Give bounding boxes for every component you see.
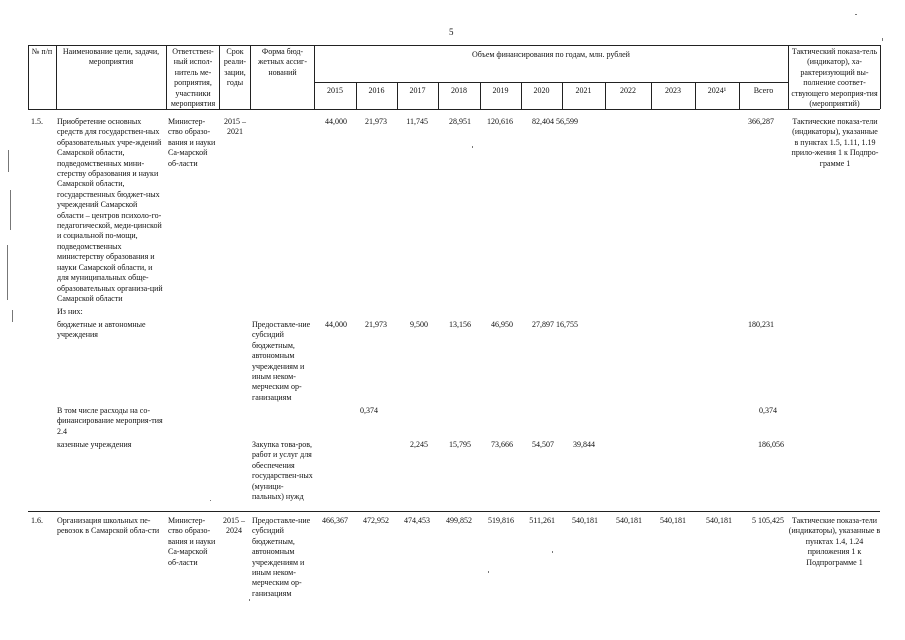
row-name: казенные учреждения (57, 440, 132, 449)
header-name: Наименование цели, задачи, мероприятия (62, 47, 160, 67)
value-2015: 466,367 (322, 516, 348, 525)
row-form: Предоставле-ние субсидий бюджетным, автономным учреждениям и иным неком-мерческим ор-ганизациям (252, 516, 311, 598)
row-name: Приобретение основных средств для государствен-ных образовательных учре-ждений Самарской области, подведомственных мини-стерству образования и науки Самарской области, государственных бюджет-ных учреждений Самарской области – центров психоло-го-педагогической, меди-цинской и социальной по-мощи, подведомственных министерству образования и науки Самарской области, и для муниципальных обще-образовательных организа-ций Самарской области (57, 117, 163, 303)
header-year: 2023 (665, 86, 681, 95)
header-form: Форма бюд-жетных ассиг-нований (257, 47, 307, 77)
value-2018: 15,795 (449, 440, 471, 449)
value-total: 0,374 (759, 406, 777, 415)
row-form: Предоставле-ние субсидий бюджетным, автономным учреждениям и иным неком-мерческим ор-ганизациям (252, 320, 311, 402)
row-name: В том числе расходы на со-финансирование мероприя-тия 2.4 (57, 406, 163, 436)
value-2019: 73,666 (491, 440, 513, 449)
value-2020: 82,404 (532, 117, 554, 126)
header-responsible: Ответствен-ный испол-нитель ме-роприятия, участники мероприятия (170, 47, 216, 109)
value-2018: 13,156 (449, 320, 471, 329)
value-2020: 27,897 (532, 320, 554, 329)
value-2024: 540,181 (706, 516, 732, 525)
row-number: 1.6. (31, 516, 43, 525)
value-2015: 44,000 (325, 117, 347, 126)
value-2019: 46,950 (491, 320, 513, 329)
value-2019: 120,616 (487, 117, 513, 126)
value-total: 5 105,425 (752, 516, 784, 525)
value-total: 186,056 (758, 440, 784, 449)
header-num: № п/п (31, 47, 53, 56)
value-2017: 9,500 (410, 320, 428, 329)
row-responsible: Министер-ство образо-вания и науки Са-марской об-ласти (168, 117, 216, 168)
header-term: Срок реали-зации, годы (223, 47, 247, 88)
value-2021: 540,181 (572, 516, 598, 525)
row-name: бюджетные и автономные учреждения (57, 320, 146, 340)
row-subheading: Из них: (57, 307, 83, 316)
row-form: Закупка това-ров, работ и услуг для обеспечения государствен-ных (муници-пальных) нужд (252, 440, 313, 502)
row-term: 2015 – 2021 (224, 117, 246, 137)
value-2016: 472,952 (363, 516, 389, 525)
row-number: 1.5. (31, 117, 43, 126)
header-year: 2018 (451, 86, 467, 95)
header-year: 2021 (575, 86, 592, 95)
header-year: 2022 (620, 86, 636, 95)
row-term: 2015 – 2024 (223, 516, 245, 536)
value-2017: 2,245 (410, 440, 428, 449)
header-year: 2017 (409, 86, 426, 95)
value-2017: 11,745 (406, 117, 428, 126)
value-2016: 0,374 (360, 406, 378, 415)
header-year: 2015 (327, 86, 343, 95)
value-2019: 519,816 (488, 516, 514, 525)
value-2017: 474,453 (404, 516, 430, 525)
header-year: 2020 (533, 86, 550, 95)
page-number: 5 (449, 27, 454, 37)
value-2021: 16,755 (556, 320, 578, 329)
row-name: Организация школьных пе-ревозок в Самарской обла-сти (57, 516, 160, 536)
header-year: 2024¹ (707, 86, 727, 95)
value-2023: 540,181 (660, 516, 686, 525)
header-total: Всего (753, 86, 774, 95)
row-indicator: Тактические показа-тели (индикаторы), указанные в пунктах 1.5, 1.11, 1.19 прило-жения 1 к Подпро-грамме 1 (791, 117, 879, 168)
value-2022: 540,181 (616, 516, 642, 525)
value-2021: 39,844 (573, 440, 595, 449)
value-2015: 44,000 (325, 320, 347, 329)
header-year: 2019 (492, 86, 509, 95)
value-2018: 499,852 (446, 516, 472, 525)
value-total: 366,287 (748, 117, 774, 126)
value-2016: 21,973 (365, 117, 387, 126)
row-indicator: Тактические показа-тели (индикаторы), указанные в пунктах 1.4, 1.24 приложения 1 к Подпрограмме 1 (788, 516, 881, 567)
value-2020: 511,261 (529, 516, 555, 525)
header-year: 2016 (368, 86, 385, 95)
value-2020: 54,507 (532, 440, 554, 449)
value-2016: 21,973 (365, 320, 387, 329)
value-2018: 28,951 (449, 117, 471, 126)
row-responsible: Министер-ство образо-вания и науки Са-марской об-ласти (168, 516, 216, 567)
header-funding: Объем финансирования по годам, млн. рублей (472, 50, 630, 59)
value-2021: 56,599 (556, 117, 578, 126)
value-total: 180,231 (748, 320, 774, 329)
header-indicator: Тактический показа-тель (индикатор), ха-рактеризующий вы-полнение соответ-ствующего мероприя-тия (мероприятий) (791, 47, 878, 109)
